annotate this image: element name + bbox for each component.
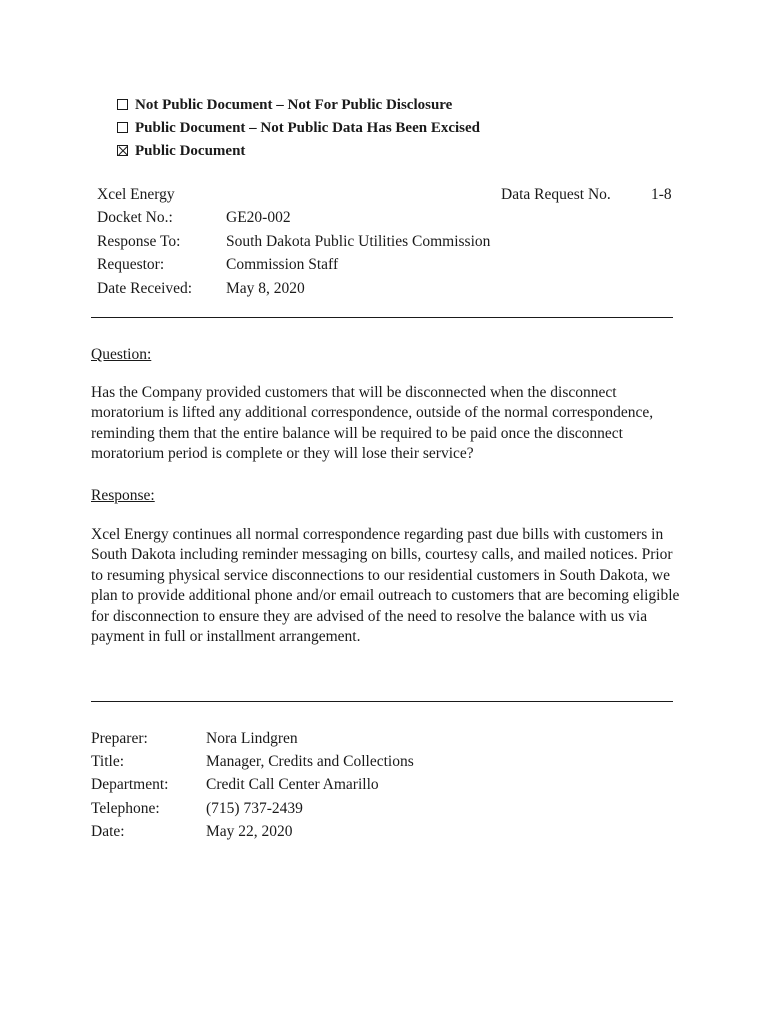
requestor-value: Commission Staff [226,256,339,273]
requestor-label: Requestor: [97,256,165,273]
response-to-label: Response To: [97,233,181,250]
checkbox-public-excised[interactable] [117,117,480,140]
checkbox-not-public[interactable] [117,94,452,117]
data-request-label: Data Request No. [501,186,611,203]
department-label: Department: [91,776,169,793]
department-value: Credit Call Center Amarillo [206,776,379,793]
divider [91,317,673,318]
question-text: Has the Company provided customers that will be disconnected when the disconnect moratorium is lifted any additional correspondence, outside of the normal correspondence, reminding them that the entire balance will be required to be paid once the disconnect moratorium period is complete or they will lose their service? [91,384,654,463]
title-label: Title: [91,753,125,770]
company-name: Xcel Energy [97,186,175,203]
checkbox-public-document[interactable] [117,140,245,163]
date-received-label: Date Received: [97,280,193,297]
response-to-value: South Dakota Public Utilities Commission [226,233,491,250]
telephone-value: (715) 737-2439 [206,800,303,817]
checkbox-label: Public Document – Not Public Data Has Been Excised [135,120,480,136]
data-request-number: 1-8 [651,186,672,203]
checkbox-label: Not Public Document – Not For Public Disclosure [135,97,453,113]
checkbox-box-checked[interactable] [117,145,128,156]
docket-label: Docket No.: [97,209,173,226]
checkbox-box[interactable] [117,99,128,110]
response-text: Xcel Energy continues all normal correspondence regarding past due bills with customers in South Dakota including reminder messaging on bills, courtesy calls, and mailed notices. Prior to resuming physical service disconnections to our residential customers in South Dakota, we plan to provide additional phone and/or email outreach to customers that are becoming eligible for disconnection to ensure they are advised of the need to resolve the balance with us via payment in full or installment arrangement. [91,526,680,646]
response-heading: Response: [91,487,155,504]
preparer-value: Nora Lindgren [206,730,298,747]
checkbox-box[interactable] [117,122,128,133]
docket-value: GE20-002 [226,209,291,226]
question-heading: Question: [91,346,152,363]
checkbox-label: Public Document [135,143,246,159]
preparer-label: Preparer: [91,730,148,747]
date-value: May 22, 2020 [206,823,293,840]
date-received-value: May 8, 2020 [226,280,305,297]
telephone-label: Telephone: [91,800,160,817]
divider [91,701,673,702]
title-value: Manager, Credits and Collections [206,753,414,770]
date-label: Date: [91,823,125,840]
